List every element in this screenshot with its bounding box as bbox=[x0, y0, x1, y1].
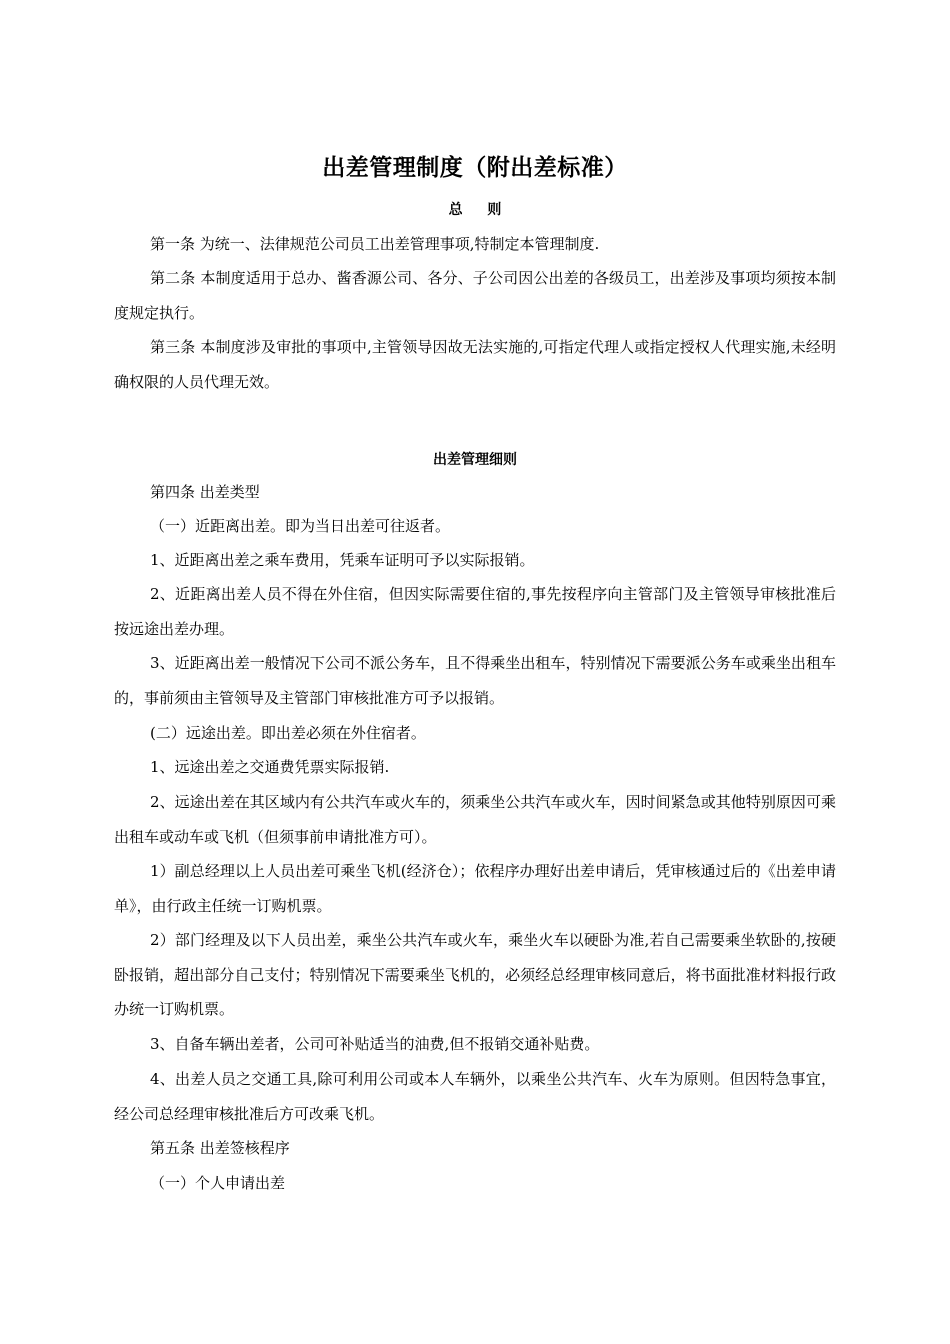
article-1: 第一条 为统一、法律规范公司员工出差管理事项,特制定本管理制度. bbox=[150, 235, 600, 253]
clause-long-trip-2: 2、远途出差在其区域内有公共汽车或火车的，须乘坐公共汽车或火车，因时间紧急或其他特别原因可乘出租车或动车或飞机（但须事前申请批准方可）。 bbox=[114, 793, 836, 846]
clause-short-trip-1: 1、近距离出差之乘车费用，凭乘车证明可予以实际报销。 bbox=[150, 551, 535, 569]
clause-long-trip-4: 4、出差人员之交通工具,除可利用公司或本人车辆外，以乘坐公共汽车、火车为原则。但因特急事宜，经公司总经理审核批准后方可改乘飞机。 bbox=[114, 1070, 836, 1123]
clause-long-trip-2-2: 2）部门经理及以下人员出差，乘坐公共汽车或火车，乘坐火车以硬卧为准,若自己需要乘坐软卧的,按硬卧报销，超出部分自己支付；特别情况下需要乘坐飞机的，必须经总经理审核同意后，将书面批准材料报行政办统一订购机票。 bbox=[114, 931, 836, 1018]
clause-short-trip: （一）近距离出差。即为当日出差可往返者。 bbox=[150, 517, 451, 535]
clause-personal-application: （一）个人申请出差 bbox=[150, 1174, 286, 1192]
clause-long-trip-3: 3、自备车辆出差者，公司可补贴适当的油费,但不报销交通补贴费。 bbox=[150, 1035, 600, 1053]
article-4: 第四条 出差类型 bbox=[150, 483, 260, 501]
article-5: 第五条 出差签核程序 bbox=[150, 1139, 290, 1157]
clause-long-trip-1: 1、远途出差之交通费凭票实际报销. bbox=[150, 758, 390, 776]
clause-long-trip-2-1: 1）副总经理以上人员出差可乘坐飞机(经济仓）；依程序办理好出差申请后，凭审核通过后的《出差申请单》，由行政主任统一订购机票。 bbox=[114, 862, 836, 915]
section-heading-details: 出差管理细则 bbox=[433, 452, 517, 468]
article-2: 第二条 本制度适用于总办、酱香源公司、各分、子公司因公出差的各级员工，出差涉及事项均须按本制度规定执行。 bbox=[114, 269, 836, 322]
document-title: 出差管理制度（附出差标准） bbox=[322, 155, 628, 181]
clause-short-trip-3: 3、近距离出差一般情况下公司不派公务车，且不得乘坐出租车，特别情况下需要派公务车或乘坐出租车的，事前须由主管领导及主管部门审核批准方可予以报销。 bbox=[114, 654, 836, 707]
clause-short-trip-2: 2、近距离出差人员不得在外住宿，但因实际需要住宿的,事先按程序向主管部门及主管领导审核批准后按远途出差办理。 bbox=[114, 585, 836, 638]
section-heading-general: 总 则 bbox=[448, 202, 512, 218]
article-3: 第三条 本制度涉及审批的事项中,主管领导因故无法实施的,可指定代理人或指定授权人代理实施,未经明确权限的人员代理无效。 bbox=[114, 338, 836, 391]
clause-long-trip: (二）远途出差。即出差必须在外住宿者。 bbox=[150, 724, 426, 742]
